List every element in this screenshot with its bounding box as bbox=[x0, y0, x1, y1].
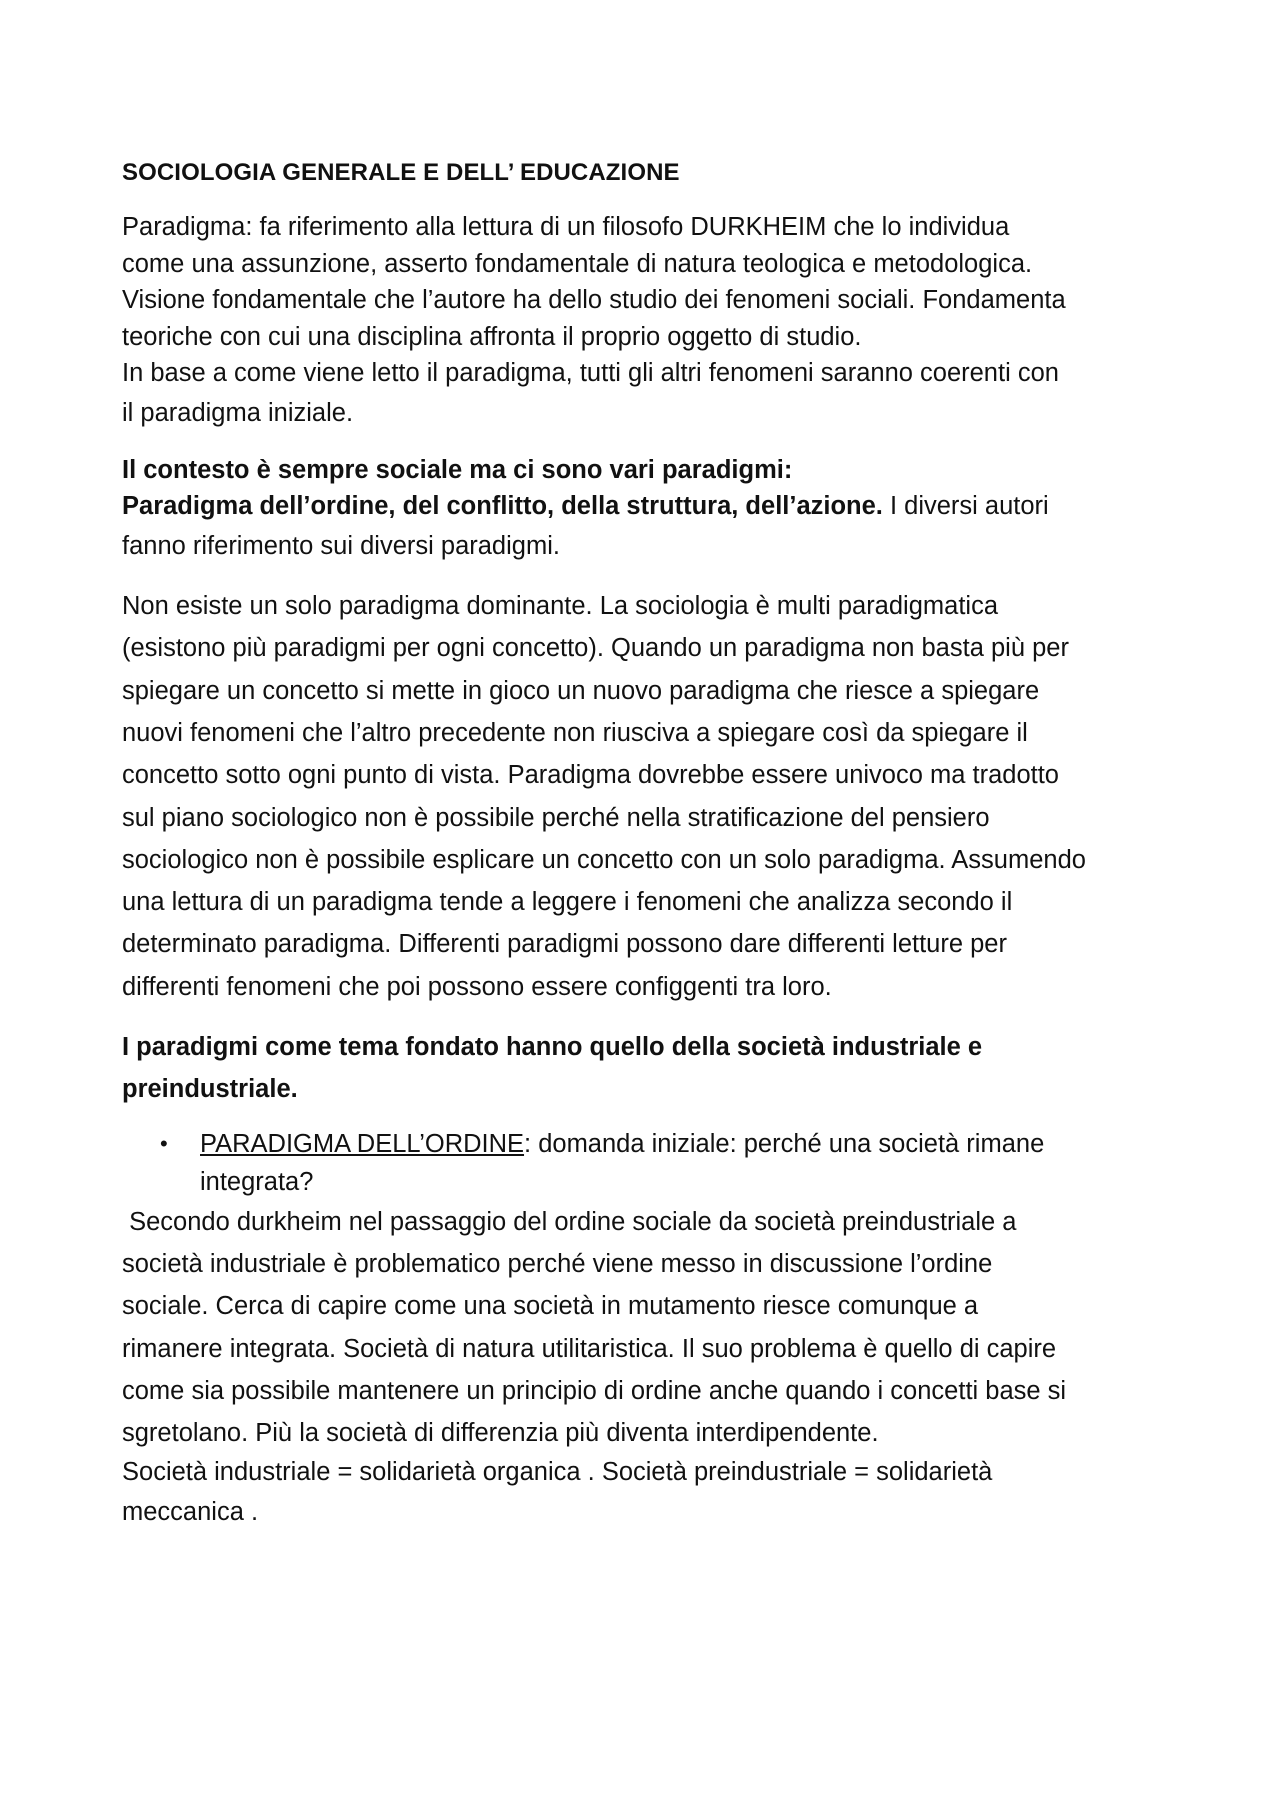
list-item-paradigma-ordine bbox=[122, 1125, 1174, 1201]
text-line: il paradigma iniziale. bbox=[122, 398, 354, 427]
text-fragment: : domanda iniziale: perché una società rimane bbox=[524, 1129, 1045, 1158]
text-line bbox=[122, 488, 1174, 525]
text-line: sociale. Cerca di capire come una società in mutamento riesce comunque a bbox=[122, 1292, 979, 1321]
text-line: società industriale è problematico perché viene messo in discussione l’ordine bbox=[122, 1249, 993, 1278]
text-line: sul piano sociologico non è possibile perché nella stratificazione del pensiero bbox=[122, 803, 990, 832]
text-line: spiegare un concetto si mette in gioco un nuovo paradigma che riesce a spiegare bbox=[122, 676, 1040, 705]
text-line: Società industriale = solidarietà organica . Società preindustriale = solidarietà bbox=[122, 1458, 993, 1487]
list-item-text bbox=[200, 1125, 1174, 1201]
bold-text-line: preindustriale. bbox=[122, 1075, 298, 1104]
text-line: Visione fondamentale che l’autore ha dello studio dei fenomeni sociali. Fondamenta bbox=[122, 286, 1066, 314]
text-line: nuovi fenomeni che l’altro precedente non riusciva a spiegare così da spiegare il bbox=[122, 718, 1028, 747]
document-title: SOCIOLOGIA GENERALE E DELL’ EDUCAZIONE bbox=[122, 159, 680, 186]
paragraph-tema-fondato bbox=[122, 1026, 1174, 1111]
text-line: (esistono più paradigmi per ogni concetto). Quando un paradigma non basta più per bbox=[122, 634, 1069, 663]
text-line: Secondo durkheim nel passaggio del ordine sociale da società preindustriale a bbox=[122, 1207, 1017, 1236]
paragraph-multi-paradigmatica bbox=[122, 585, 1174, 1008]
underlined-term: PARADIGMA DELL’ORDINE bbox=[200, 1129, 525, 1158]
text-line: una lettura di un paradigma tende a leggere i fenomeni che analizza secondo il bbox=[122, 888, 1013, 917]
text-line: sociologico non è possibile esplicare un concetto con un solo paradigma. Assumendo bbox=[122, 845, 1086, 874]
text-line: sgretolano. Più la società di differenzia più diventa interdipendente. bbox=[122, 1419, 879, 1448]
text-line: Paradigma: fa riferimento alla lettura di un filosofo DURKHEIM che lo individua bbox=[122, 213, 1010, 241]
text-fragment: I diversi autori bbox=[882, 492, 1049, 521]
text-line bbox=[200, 1125, 1174, 1163]
text-line: differenti fenomeni che poi possono essere configgenti tra loro. bbox=[122, 972, 832, 1001]
text-line: come una assunzione, asserto fondamentale di natura teologica e metodologica. bbox=[122, 249, 1033, 278]
text-line: fanno riferimento sui diversi paradigmi. bbox=[122, 531, 560, 560]
bullet-icon: • bbox=[160, 1130, 168, 1156]
text-line: meccanica . bbox=[122, 1497, 259, 1526]
text-line: teoriche con cui una disciplina affronta il proprio oggetto di studio. bbox=[122, 322, 862, 351]
text-line: determinato paradigma. Differenti paradigmi possono dare differenti letture per bbox=[122, 930, 1007, 959]
paragraph-paradigma-definition bbox=[122, 209, 1174, 434]
text-line: Non esiste un solo paradigma dominante. La sociologia è multi paradigmatica bbox=[122, 592, 999, 621]
bold-paradigm-list: Paradigma dell’ordine, del conflitto, della struttura, dell’azione. bbox=[122, 492, 883, 521]
text-line: come sia possibile mantenere un principio di ordine anche quando i concetti base si bbox=[122, 1376, 1067, 1405]
bold-text-line: I paradigmi come tema fondato hanno quello della società industriale e bbox=[122, 1033, 983, 1062]
paragraph-contesto-sociale bbox=[122, 452, 1174, 567]
text-line: concetto sotto ogni punto di vista. Paradigma dovrebbe essere univoco ma tradotto bbox=[122, 761, 1059, 790]
document-page bbox=[122, 155, 1174, 1533]
text-line: rimanere integrata. Società di natura utilitaristica. Il suo problema è quello di capire bbox=[122, 1334, 1057, 1363]
paragraph-durkheim bbox=[122, 1201, 1174, 1534]
text-line: In base a come viene letto il paradigma, tutti gli altri fenomeni saranno coerenti con bbox=[122, 359, 1059, 387]
text-line: integrata? bbox=[200, 1167, 314, 1196]
bold-heading-line: Il contesto è sempre sociale ma ci sono vari paradigmi: bbox=[122, 455, 793, 484]
